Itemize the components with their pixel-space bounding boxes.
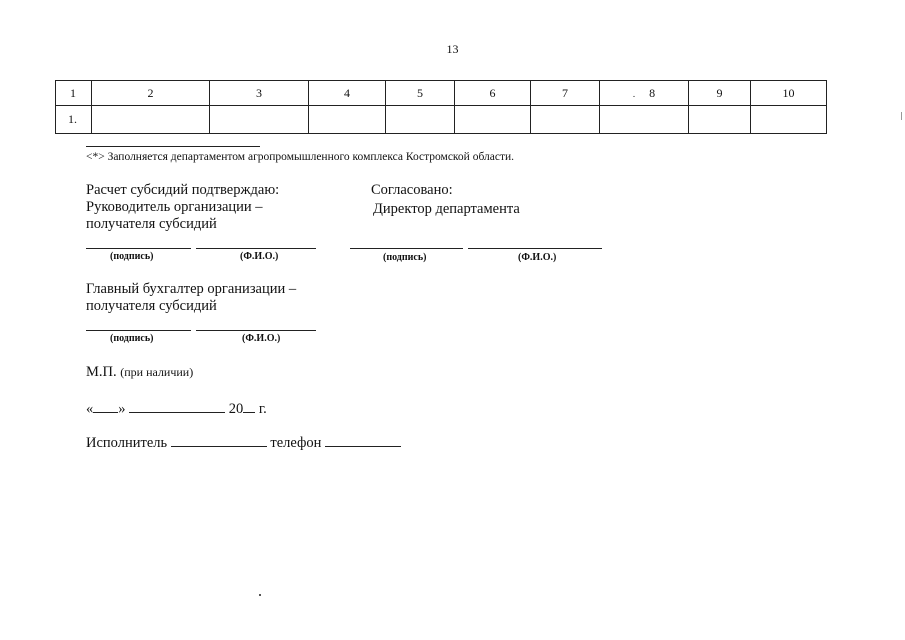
scan-artifact-dot bbox=[259, 594, 261, 596]
stamp-label: М.П. bbox=[86, 364, 117, 380]
data-table bbox=[55, 80, 827, 134]
table-header-cell: 7 bbox=[531, 81, 600, 106]
table-header-cell-text: 8 bbox=[649, 85, 656, 100]
stamp-note: (при наличии) bbox=[120, 365, 194, 379]
page-number: 13 bbox=[446, 42, 459, 56]
phone-field[interactable] bbox=[325, 432, 401, 447]
scan-artifact-mark bbox=[901, 112, 902, 120]
table-cell bbox=[386, 106, 455, 134]
accountant-signature-line[interactable] bbox=[86, 330, 191, 331]
month-field[interactable] bbox=[129, 398, 225, 413]
date-line bbox=[86, 398, 267, 418]
table-header-cell: 9 bbox=[689, 81, 751, 106]
director-name-caption: (Ф.И.О.) bbox=[518, 252, 557, 263]
table-cell bbox=[309, 106, 386, 134]
footnote: <*> Заполняется департаментом агропромышленного комплекса Костромской области. bbox=[86, 151, 515, 163]
executor-label: Исполнитель bbox=[86, 435, 168, 451]
head-name-line[interactable] bbox=[196, 248, 316, 249]
date-close-quote: » bbox=[118, 401, 126, 417]
accountant-signature-caption: (подпись) bbox=[110, 333, 154, 344]
year-suffix: г. bbox=[258, 401, 267, 417]
scan-dot-mark: . bbox=[632, 88, 636, 99]
head-signature-caption: (подпись) bbox=[110, 251, 154, 262]
year-field[interactable] bbox=[243, 398, 255, 413]
footnote-divider bbox=[86, 146, 260, 147]
director-signature-caption: (подпись) bbox=[383, 252, 427, 263]
table-cell bbox=[751, 106, 827, 134]
table-header-cell: 2 bbox=[92, 81, 210, 106]
table-cell bbox=[210, 106, 309, 134]
director-name-line[interactable] bbox=[468, 248, 602, 249]
director-label: Директор департамента bbox=[373, 201, 520, 217]
table-cell bbox=[600, 106, 689, 134]
table-header-cell-8 bbox=[600, 81, 689, 106]
head-org-label: Руководитель организации – bbox=[86, 199, 263, 215]
accountant-label: Главный бухгалтер организации – bbox=[86, 281, 297, 297]
table-header-cell: 5 bbox=[386, 81, 455, 106]
table-header-cell: 3 bbox=[210, 81, 309, 106]
date-open-quote: « bbox=[86, 401, 94, 417]
table-cell bbox=[689, 106, 751, 134]
table-cell bbox=[455, 106, 531, 134]
executor-field[interactable] bbox=[171, 432, 267, 447]
executor-line bbox=[86, 432, 401, 452]
accountant-name-caption: (Ф.И.О.) bbox=[242, 333, 281, 344]
table-cell bbox=[531, 106, 600, 134]
table-header-cell: 10 bbox=[751, 81, 827, 106]
table-cell bbox=[92, 106, 210, 134]
accountant-name-line[interactable] bbox=[196, 330, 316, 331]
table-header-cell: 6 bbox=[455, 81, 531, 106]
table-cell-index: 1. bbox=[56, 106, 92, 134]
table-row bbox=[56, 106, 827, 134]
table-header-cell: 4 bbox=[309, 81, 386, 106]
head-name-caption: (Ф.И.О.) bbox=[240, 251, 279, 262]
phone-label: телефон bbox=[270, 435, 322, 451]
recipient-label: получателя субсидий bbox=[86, 216, 217, 232]
day-field[interactable] bbox=[93, 398, 118, 413]
table-header-cell: 1 bbox=[56, 81, 92, 106]
head-signature-line[interactable] bbox=[86, 248, 191, 249]
confirm-label: Расчет субсидий подтверждаю: bbox=[86, 182, 280, 198]
director-signature-line[interactable] bbox=[350, 248, 463, 249]
accountant-recipient-label: получателя субсидий bbox=[86, 298, 217, 314]
stamp-line bbox=[86, 364, 193, 381]
table-header-row bbox=[56, 81, 827, 106]
agreed-label: Согласовано: bbox=[371, 182, 453, 198]
year-prefix: 20 bbox=[228, 401, 244, 417]
